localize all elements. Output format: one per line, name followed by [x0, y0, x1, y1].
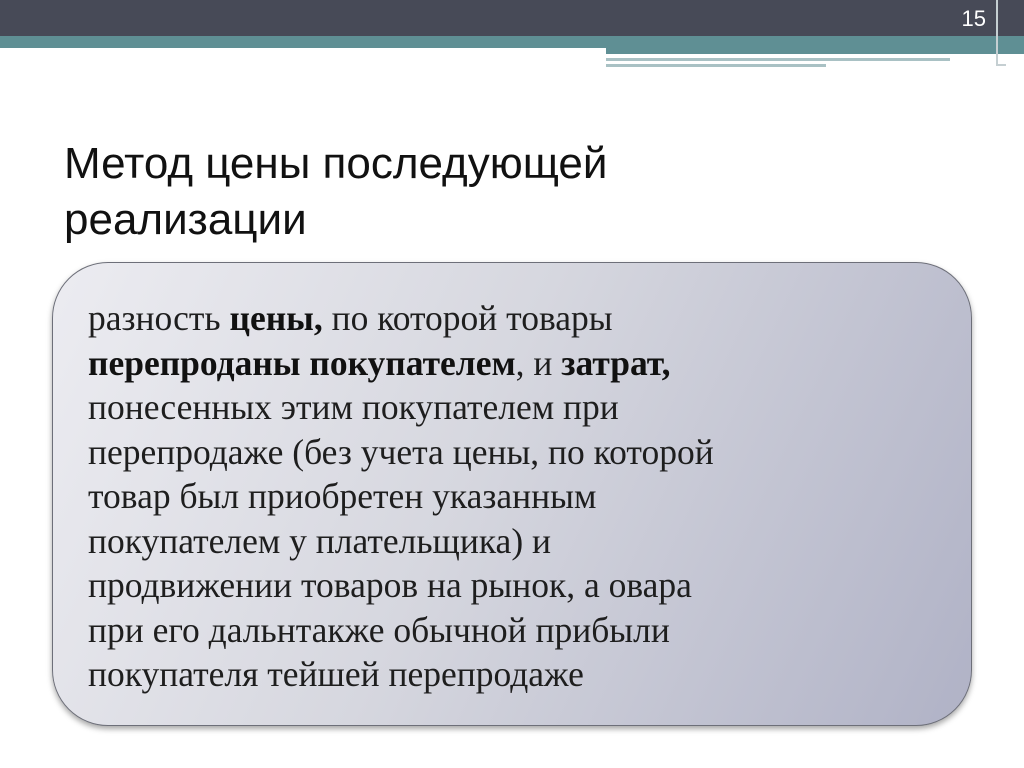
text-line: продвижении товаров на рынок, а овара — [88, 565, 692, 605]
title-line-2: реализации — [64, 195, 307, 244]
header-bar — [0, 0, 1024, 36]
text-line: понесенных этим покупателем при — [88, 387, 619, 427]
accent-band-extension — [606, 48, 1024, 54]
text-line: при его дальнтакже обычной прибыли — [88, 609, 670, 650]
text-line: перепродаже (без учета цены, по которой — [88, 431, 714, 472]
text-segment: по которой товары — [322, 298, 613, 338]
decorative-line — [606, 58, 950, 61]
decorative-bracket — [996, 0, 1006, 66]
title-line-1: Метод цены последующей — [64, 139, 608, 188]
text-segment: разность — [88, 298, 230, 338]
text-line: покупателем у плательщика) и — [88, 520, 552, 561]
definition-text — [88, 296, 948, 697]
text-line: покупателя тейшей перепродаже — [88, 654, 584, 694]
decorative-line-short — [606, 64, 826, 67]
bold-term-costs: затрат, — [561, 342, 671, 383]
text-line: товар был приобретен указанным — [88, 476, 597, 516]
bold-term-resold: перепроданы покупателем — [88, 342, 516, 383]
slide-number: 15 — [961, 6, 986, 31]
bold-term-price: цены, — [229, 298, 323, 338]
accent-band — [0, 36, 1024, 48]
text-segment: , и — [515, 342, 562, 383]
slide-title — [64, 136, 764, 248]
